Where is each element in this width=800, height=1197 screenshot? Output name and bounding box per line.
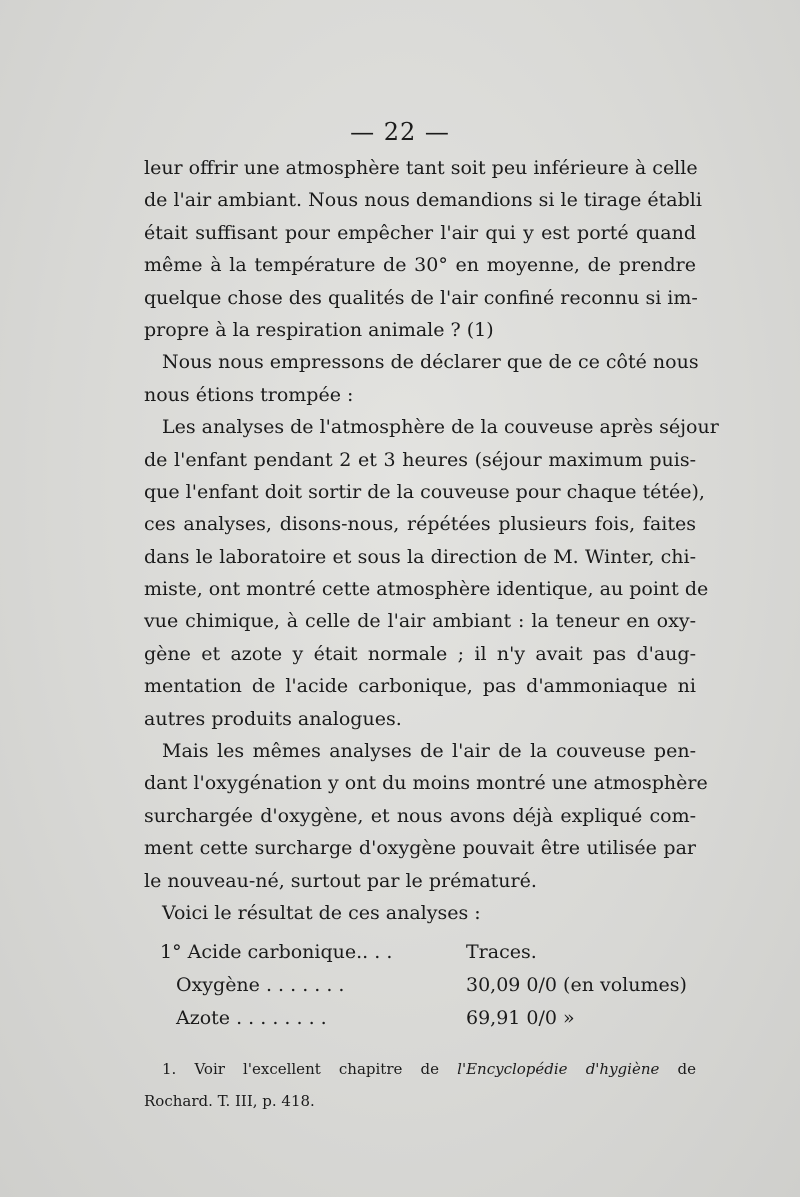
result-value: 69,91 0/0 » [466, 1007, 575, 1029]
text-line: dant l'oxygénation y ont du moins montré une atmosphère [144, 772, 708, 795]
text-line: propre à la respiration animale ? (1) [144, 318, 494, 341]
text-line: était suffisant pour empêcher l'air qui y est porté quand [144, 221, 696, 244]
analysis-results [160, 936, 700, 1035]
page-number: — 22 — [350, 118, 450, 146]
result-value: 30,09 0/0 (en volumes) [466, 974, 687, 996]
text-line: Mais les mêmes analyses de l'air de la couveuse pen- [162, 740, 696, 763]
text-line: même à la température de 30° en moyenne, de prendre [144, 254, 696, 277]
footnote [144, 1053, 696, 1117]
text-line: que l'enfant doit sortir de la couveuse pour chaque tétée), [144, 480, 705, 503]
result-row-nitrogen [160, 1002, 700, 1035]
footnote-text: de [659, 1060, 696, 1078]
result-label: Azote . . . . . . . . [176, 1007, 327, 1029]
body-text [144, 152, 719, 929]
result-value: Traces. [466, 941, 537, 963]
text-line: gène et azote y était normale ; il n'y avait pas d'aug- [144, 642, 696, 665]
text-line: nous étions trompée : [144, 383, 354, 406]
text-line: mentation de l'acide carbonique, pas d'ammoniaque ni [144, 675, 696, 698]
result-row-carbonic-acid [160, 936, 700, 969]
result-label: Oxygène . . . . . . . [176, 974, 345, 996]
footnote-cited-work: l'Encyclopédie d'hygiène [457, 1060, 660, 1078]
text-line: autres produits analogues. [144, 707, 402, 730]
text-line: surchargée d'oxygène, et nous avons déjà expliqué com- [144, 804, 696, 827]
text-line: quelque chose des qualités de l'air confiné reconnu si im- [144, 286, 698, 309]
result-label: 1° Acide carbonique.. . . [160, 941, 393, 963]
text-line: Les analyses de l'atmosphère de la couveuse après séjour [162, 416, 719, 439]
text-line: de l'enfant pendant 2 et 3 heures (séjour maximum puis- [144, 448, 696, 471]
text-line: de l'air ambiant. Nous nous demandions si le tirage établi [144, 189, 702, 212]
footnote-line [144, 1053, 696, 1085]
text-line: ces analyses, disons-nous, répétées plusieurs fois, faites [144, 513, 696, 536]
footnote-text: 1. Voir l'excellent chapitre de [162, 1060, 458, 1078]
text-line: Voici le résultat de ces analyses : [162, 901, 481, 924]
text-line: dans le laboratoire et sous la direction de M. Winter, chi- [144, 545, 696, 568]
text-line: le nouveau-né, surtout par le prématuré. [144, 869, 537, 892]
text-line: ment cette surcharge d'oxygène pouvait être utilisée par [144, 837, 696, 860]
text-line: miste, ont montré cette atmosphère identique, au point de [144, 578, 709, 601]
text-line: leur offrir une atmosphère tant soit peu inférieure à celle [144, 157, 698, 179]
footnote-line: Rochard. T. III, p. 418. [144, 1092, 315, 1110]
text-line: Nous nous empressons de déclarer que de ce côté nous [162, 351, 699, 374]
result-row-oxygen [160, 969, 700, 1002]
text-line: vue chimique, à celle de l'air ambiant : la teneur en oxy- [144, 610, 696, 633]
